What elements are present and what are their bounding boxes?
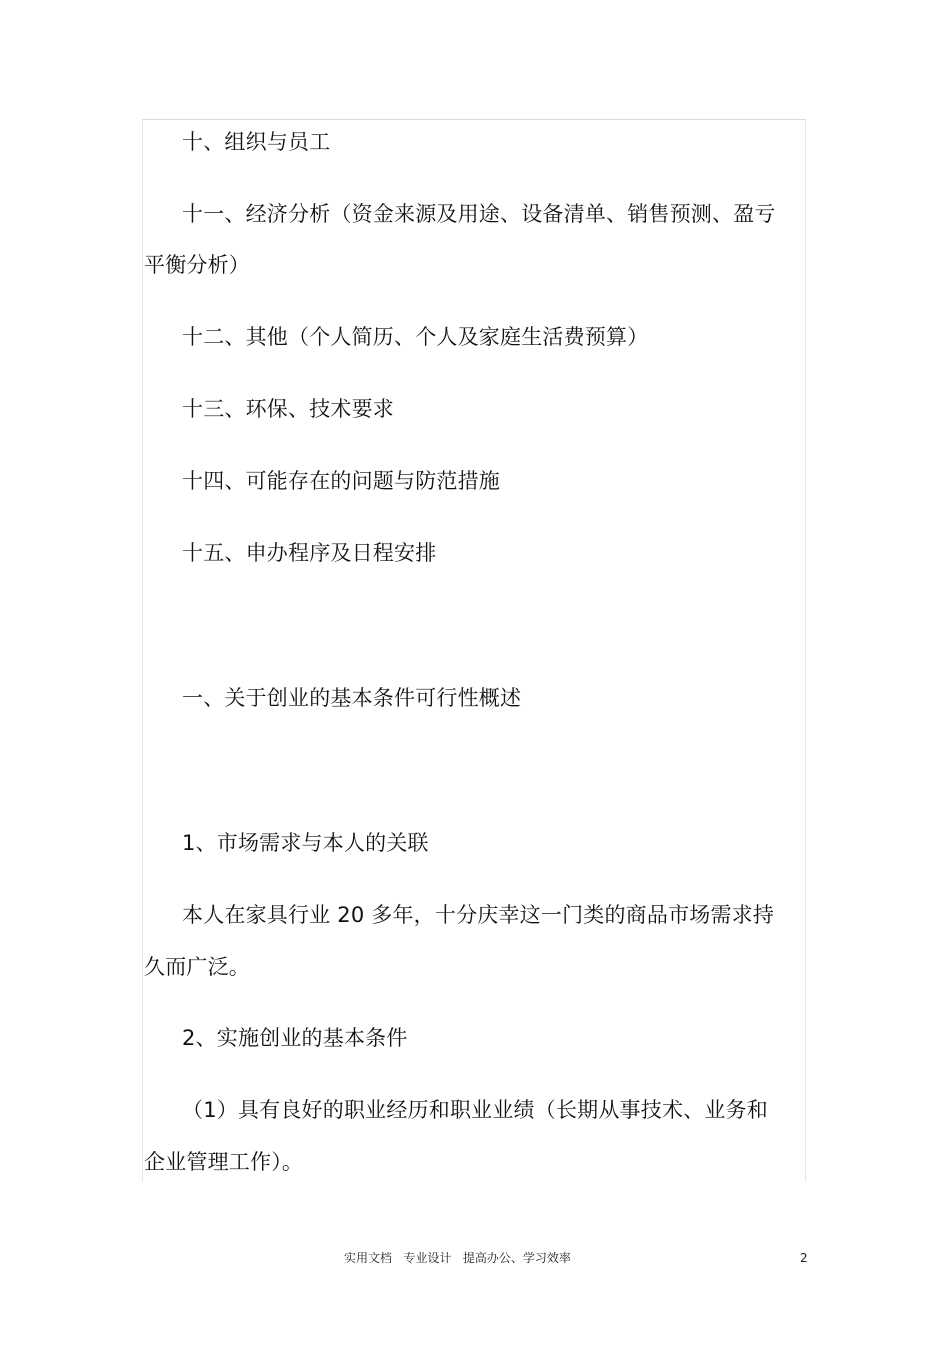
- subsection-heading-basic-conditions: 2、实施创业的基本条件: [182, 1026, 408, 1050]
- page-number: 2: [800, 1251, 808, 1265]
- section-heading-feasibility: 一、关于创业的基本条件可行性概述: [182, 686, 522, 710]
- footer-caption: 实用文档 专业设计 提高办公、学习效率: [344, 1251, 571, 1265]
- text-line-section-13: 十三、环保、技术要求: [182, 397, 394, 421]
- text-line-section-11: 十一、经济分析（资金来源及用途、设备清单、销售预测、盈亏: [182, 202, 776, 226]
- text-line-section-14: 十四、可能存在的问题与防范措施: [182, 469, 500, 493]
- subsection-heading-market-demand: 1、市场需求与本人的关联: [182, 831, 429, 855]
- paragraph-market-demand: 本人在家具行业 20 多年，十分庆幸这一门类的商品市场需求持: [182, 903, 775, 927]
- paragraph-market-demand-continued: 久而广泛。: [144, 955, 250, 979]
- text-line-section-11-continued: 平衡分析）: [144, 253, 250, 277]
- list-item-career-experience: （1）具有良好的职业经历和职业业绩（长期从事技术、业务和: [182, 1098, 768, 1122]
- text-line-section-10: 十、组织与员工: [182, 130, 331, 154]
- text-line-section-15: 十五、申办程序及日程安排: [182, 541, 437, 565]
- page-frame: [142, 119, 806, 1182]
- text-line-section-12: 十二、其他（个人简历、个人及家庭生活费预算）: [182, 325, 649, 349]
- list-item-career-experience-continued: 企业管理工作）。: [144, 1150, 304, 1174]
